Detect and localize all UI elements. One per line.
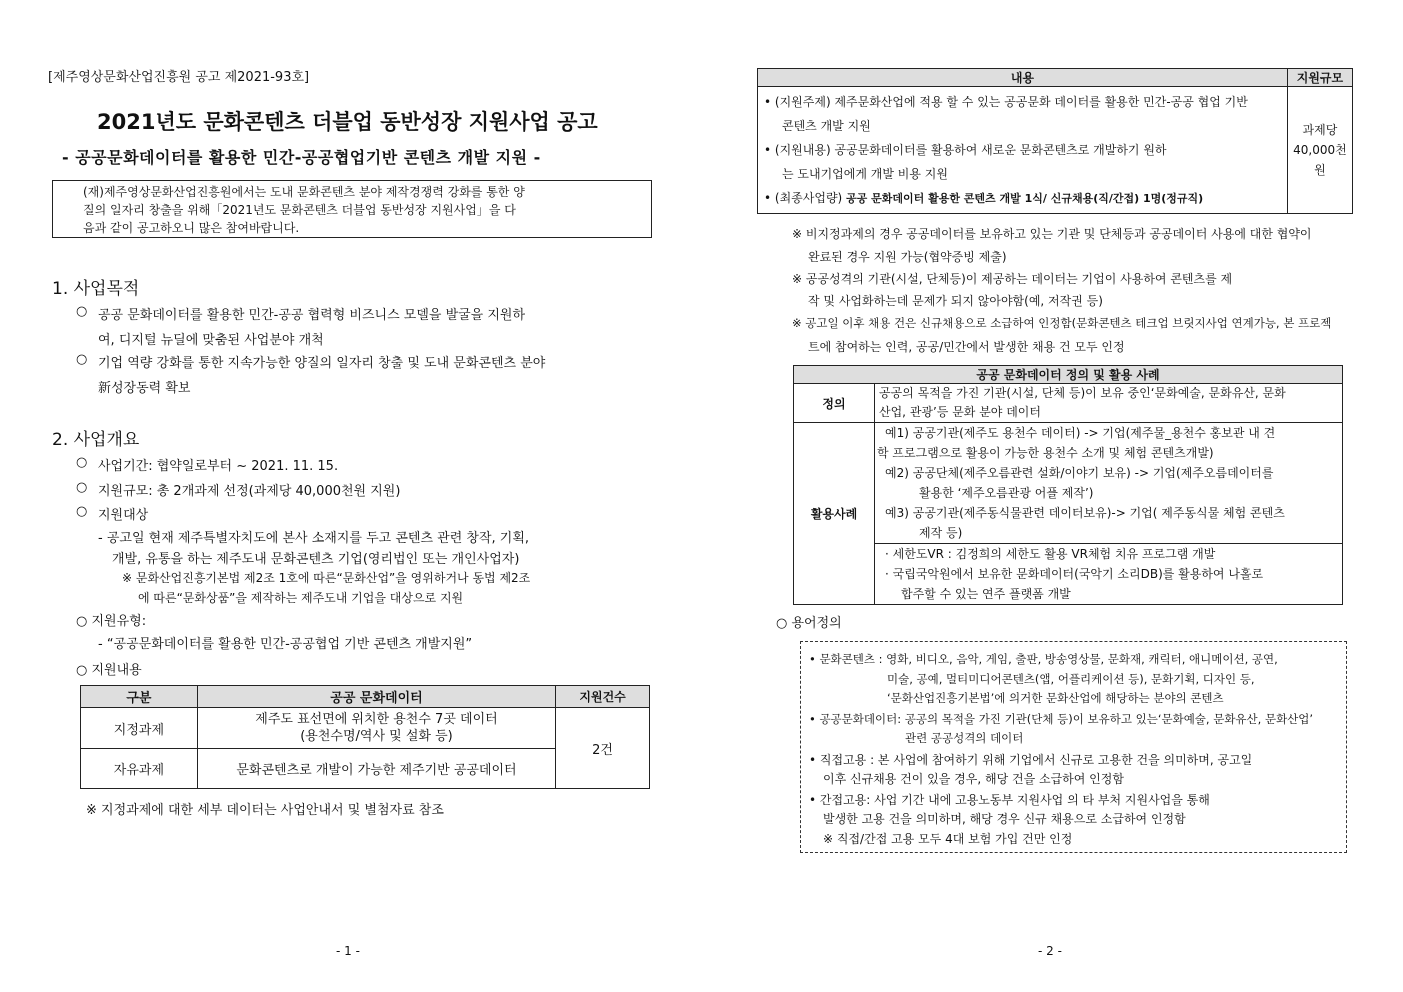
summary-final-prefix: • (최종사업량) (764, 191, 843, 205)
summary-final-bold: 공공 문화데이터 활용한 콘텐츠 개발 1식/ 신규채용(직/간접) 1명(정규직) (846, 192, 1204, 205)
term-line: ※ 직접/간접 고용 모두 4대 보험 가입 건만 인정 (823, 832, 1073, 846)
table-cell-data: 문화콘텐츠로 개발이 가능한 제주기반 공공데이터 (197, 749, 555, 789)
use-case-extra-line: · 국립국악원에서 보유한 문화데이터(국악기 소리DB)를 활용하여 나홀로 (885, 567, 1264, 581)
target-line: - 공고일 현재 제주특별자치도에 본사 소재지를 두고 콘텐츠 관련 창작, 기획, (98, 531, 530, 546)
target-note: 에 따른“문화상품”을 제작하는 제주도내 기업을 대상으로 지원 (138, 591, 464, 605)
use-case-line: 학 프로그램으로 활용이 가능한 용천수 소개 및 체험 콘텐츠개발) (877, 446, 1214, 460)
table-header: 지원건수 (556, 686, 650, 708)
note-line: 완료된 경우 지원 가능(협약증빙 제출) (808, 250, 1007, 264)
page-number: - 2 - (1038, 944, 1062, 958)
support-type-label: ○ 지원유형: (76, 614, 147, 629)
bullet-icon: ○ (76, 504, 88, 519)
use-case-line: 제작 등) (919, 526, 963, 540)
table-header: 구분 (81, 686, 198, 708)
use-case-line: 예3) 공공기관(제주동식물관련 데이터보유)-> 기업( 제주동식물 체험 콘텐츠 (885, 506, 1285, 520)
summary-line: • (지원주제) 제주문화산업에 적용 할 수 있는 공공문화 데이터를 활용한 민간-공공 협업 기반 (764, 95, 1248, 109)
footnote: ※ 지정과제에 대한 세부 데이터는 사업안내서 및 별첨자료 참조 (86, 803, 444, 818)
term-line: 미술, 공예, 멀티미디어콘텐츠(앱, 어플리케이션 등), 문화기획, 디자인 등, (887, 672, 1255, 686)
support-scale-line: 원 (1314, 163, 1326, 177)
use-case-content (875, 423, 1343, 544)
target-label: 지원대상 (98, 508, 149, 523)
table-cell-data (197, 708, 555, 749)
terms-label: ○ 용어정의 (776, 616, 842, 631)
bullet-icon: ○ (76, 304, 88, 319)
term-line: 발생한 고용 건을 의미하며, 해당 경우 신규 채용으로 소급하여 인정함 (823, 812, 1186, 826)
intro-line: (재)제주영상문화산업진흥원에서는 도내 문화콘텐츠 분야 제작경쟁력 강화를 통한 양 (83, 185, 525, 199)
scale-line: 지원규모: 총 2개과제 선정(과제당 40,000천원 지원) (98, 484, 401, 499)
purpose-line: 여, 디지털 뉴딜에 맞춤된 사업분야 개척 (98, 333, 324, 348)
bullet-icon: ○ (76, 480, 88, 495)
definition-content (875, 384, 1343, 423)
bullet-icon: ○ (76, 352, 88, 367)
use-case-extra-line: 합주할 수 있는 연주 플랫폼 개발 (901, 587, 1071, 601)
section-1-title: 1. 사업목적 (52, 279, 140, 299)
note-line: ※ 공고일 이후 채용 건은 신규채용으로 소급하여 인정함(문화콘텐츠 테크업 브릿지사업 연계가능, 본 프로젝 (792, 316, 1332, 330)
table-header: 공공 문화데이터 (197, 686, 555, 708)
support-type-value: - “공공문화데이터를 활용한 민간-공공협업 기반 콘텐츠 개발지원” (98, 637, 473, 652)
summary-table (757, 68, 1353, 214)
definition-label: 정의 (794, 384, 875, 423)
support-scale-cell (1287, 87, 1352, 214)
summary-line: 는 도내기업에게 개발 비용 지원 (782, 167, 948, 181)
intro-line: 질의 일자리 창출을 위해「2021년도 문화콘텐츠 더블업 동반성장 지원사업」을 다 (83, 203, 516, 217)
table-cell-type: 자유과제 (81, 749, 198, 789)
use-case-line: 예2) 공공단체(제주오름관련 설화/이야기 보유) -> 기업(제주오름데이터를 (885, 466, 1274, 480)
support-scale-line: 과제당 (1302, 123, 1338, 137)
page-number: - 1 - (336, 944, 360, 958)
use-case-line: 예1) 공공기관(제주도 용천수 데이터) -> 기업(제주물_용천수 홍보관 내 견 (885, 426, 1276, 440)
use-case-line: 활용한 ‘제주오름관광 어플 제작’) (919, 486, 1094, 500)
purpose-line: 新성장동력 확보 (98, 381, 191, 396)
target-line: 개발, 유통을 하는 제주도내 문화콘텐츠 기업(영리법인 또는 개인사업자) (112, 552, 520, 567)
table-cell-type: 지정과제 (81, 708, 198, 749)
table-cell-line: (용천수명/역사 및 설화 등) (300, 729, 453, 744)
note-line: ※ 비지정과제의 경우 공공데이터를 보유하고 있는 기관 및 단체등과 공공데이터 사용에 대한 협약이 (792, 227, 1312, 241)
page-title: 2021년도 문화콘텐츠 더블업 동반성장 지원사업 공고 (97, 110, 598, 134)
use-case-label: 활용사례 (794, 423, 875, 605)
period-line: 사업기간: 협약일로부터 ~ 2021. 11. 15. (98, 459, 339, 474)
summary-line: 콘텐츠 개발 지원 (782, 119, 871, 133)
target-note: ※ 문화산업진흥기본법 제2조 1호에 따른“문화산업”을 영위하거나 동법 제2조 (122, 571, 531, 585)
note-line: 작 및 사업화하는데 문제가 되지 않아야함(예, 저작권 등) (808, 294, 1103, 308)
purpose-line: 공공 문화데이터를 활용한 민간-공공 협력형 비즈니스 모델을 발굴을 지원하 (98, 308, 526, 323)
summary-content-cell (758, 87, 1288, 214)
term-line: • 공공문화데이터: 공공의 목적을 가진 기관(단체 등)이 보유하고 있는‘문화예술, 문화유산, 문화산업’ (809, 712, 1314, 726)
table-header: 지원규모 (1287, 69, 1352, 87)
definition-table-title: 공공 문화데이터 정의 및 활용 사례 (794, 366, 1343, 384)
summary-line-final (764, 189, 1203, 206)
bullet-icon: ○ (76, 455, 88, 470)
table-cell-line: 제주도 표선면에 위치한 용천수 7곳 데이터 (255, 712, 498, 727)
use-case-extra (875, 544, 1343, 605)
intro-line: 음과 같이 공고하오니 많은 참여바랍니다. (83, 221, 300, 235)
note-line: 트에 참여하는 인력, 공공/민간에서 발생한 채용 건 모두 인정 (808, 340, 1125, 354)
table-cell-count: 2건 (556, 708, 650, 789)
support-content-label: ○ 지원내용 (76, 663, 142, 678)
note-line: ※ 공공성격의 기관(시설, 단체등)이 제공하는 데이터는 기업이 사용하여 콘텐츠를 제 (792, 272, 1233, 286)
section-2-title: 2. 사업개요 (52, 430, 140, 450)
purpose-line: 기업 역량 강화를 통한 지속가능한 양질의 일자리 창출 및 도내 문화콘텐츠 분야 (98, 356, 546, 371)
definition-table (793, 365, 1343, 605)
use-case-extra-line: · 세한도VR : 김정희의 세한도 활용 VR체험 치유 프로그램 개발 (885, 547, 1216, 561)
notice-number: [제주영상문화산업진흥원 공고 제2021-93호] (48, 70, 310, 85)
term-line: 이후 신규채용 건이 있을 경우, 해당 건을 소급하여 인정함 (823, 772, 1124, 786)
term-line: • 간접고용: 사업 기간 내에 고용노동부 지원사업 의 타 부처 지원사업을 통해 (809, 793, 1210, 807)
table-header: 내용 (758, 69, 1288, 87)
term-line: • 직접고용 : 본 사업에 참여하기 위해 기업에서 신규로 고용한 건을 의미하며, 공고일 (809, 753, 1253, 767)
definition-line: 공공의 목적을 가진 기관(시설, 단체 등)이 보유 중인‘문화예술, 문화유산, 문화 (879, 386, 1286, 400)
term-line: • 문화콘텐츠 : 영화, 비디오, 음악, 게임, 출판, 방송영상물, 문화재, 캐릭터, 애니메이션, 공연, (809, 652, 1278, 666)
support-table (80, 685, 650, 789)
summary-line: • (지원내용) 공공문화데이터를 활용하여 새로운 문화콘텐츠로 개발하기 원하 (764, 143, 1167, 157)
term-line: ‘문화산업진흥기본법’에 의거한 문화산업에 해당하는 분야의 콘텐츠 (887, 691, 1224, 705)
term-line: 관련 공공성격의 데이터 (905, 731, 1024, 745)
page-subtitle: - 공공문화데이터를 활용한 민간-공공협업기반 콘텐츠 개발 지원 - (62, 148, 541, 167)
terms-box (800, 641, 1347, 853)
intro-box (52, 180, 652, 238)
support-scale-line: 40,000천 (1293, 143, 1347, 157)
definition-line: 산업, 관광’등 문화 분야 데이터 (879, 405, 1041, 419)
